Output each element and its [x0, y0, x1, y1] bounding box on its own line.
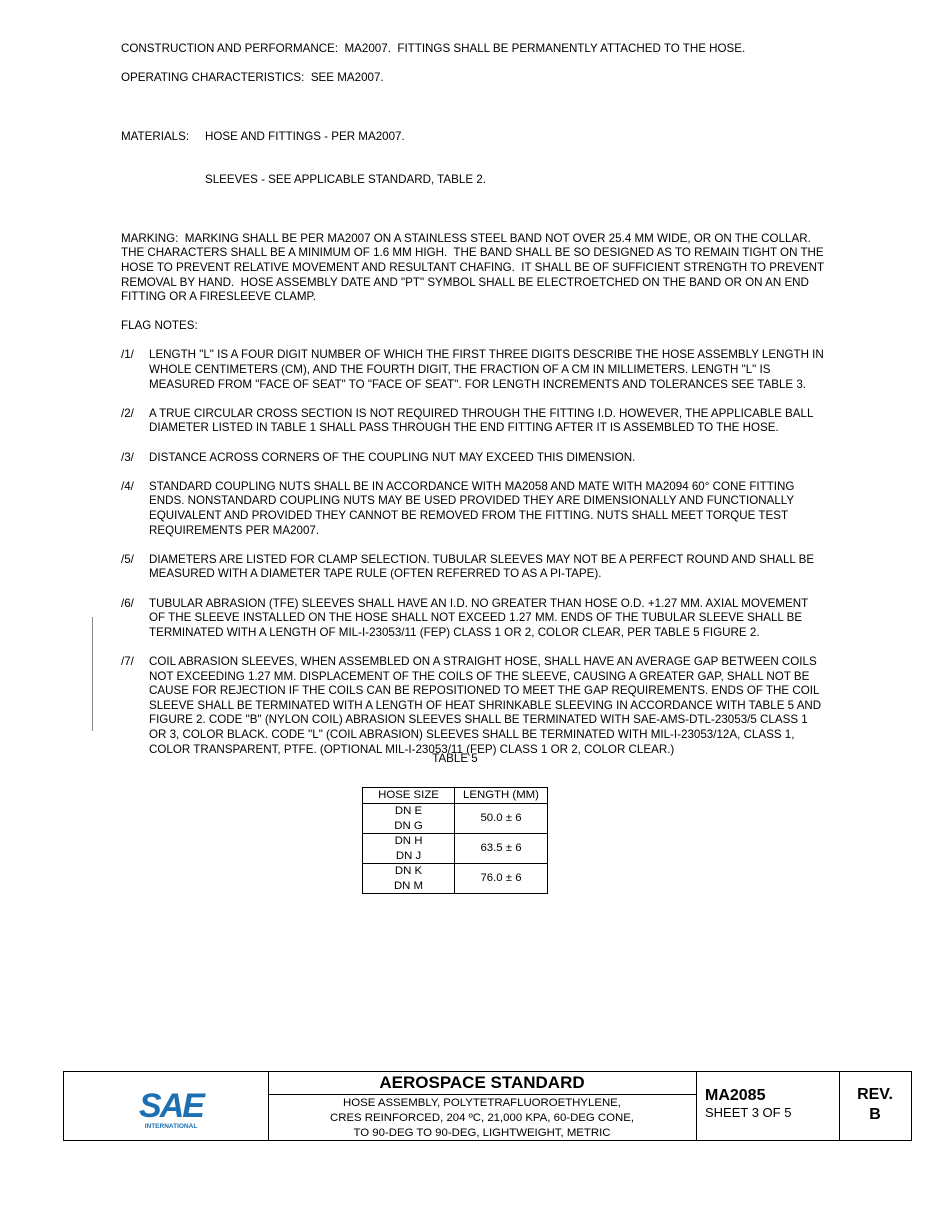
document-number: MA2085 [705, 1087, 766, 1104]
table-row [363, 804, 548, 834]
hose-size: DN G [394, 819, 423, 832]
flag-note-number: /2/ [121, 406, 134, 420]
standard-title: AEROSPACE STANDARD [268, 1072, 696, 1095]
flag-note-text: DISTANCE ACROSS CORNERS OF THE COUPLING NUT MAY EXCEED THIS DIMENSION. [149, 450, 636, 464]
revision-label: REV. [857, 1086, 893, 1103]
title-block [63, 1071, 912, 1141]
document-number-cell [696, 1072, 840, 1140]
hose-size: DN K [394, 865, 423, 877]
hose-size: DN E [394, 805, 423, 817]
table-row [363, 834, 548, 864]
hose-size-cell [363, 834, 455, 864]
length-cell: 50.0 ± 6 [455, 804, 548, 834]
flag-note-number: /1/ [121, 348, 134, 362]
table-5 [362, 787, 548, 894]
materials-line-1: HOSE AND FITTINGS - PER MA2007. [205, 129, 405, 143]
hose-size-cell [363, 864, 455, 894]
flag-note-text: A TRUE CIRCULAR CROSS SECTION IS NOT REQUIRED THROUGH THE FITTING I.D. HOWEVER, THE APPLICABLE BALL DIAMETER LISTED IN TABLE 1 SHALL PASS THROUGH THE END FITTING AFTER IT IS ASSEMBLED TO THE HOSE. [149, 406, 813, 435]
logo-cell [64, 1072, 269, 1140]
flag-note-number: /7/ [121, 654, 134, 668]
flag-note-text: STANDARD COUPLING NUTS SHALL BE IN ACCORDANCE WITH MA2058 AND MATE WITH MA2094 60° CONE FITTING ENDS. NONSTANDARD COUPLING NUTS MAY BE USED PROVIDED THEY ARE DIMENSIONALLY AND FUNCTIONALLY EQUIVALENT AND PROVIDED THEY CANNOT BE REMOVED FROM THE FITTING. NUTS SHALL MEET TORQUE TEST REQUIREMENTS PER MA2007. [149, 479, 795, 537]
materials-block [121, 100, 826, 217]
flag-note-text: COIL ABRASION SLEEVES, WHEN ASSEMBLED ON A STRAIGHT HOSE, SHALL HAVE AN AVERAGE GAP BETWEEN COILS NOT EXCEEDING 1.27 MM. DISPLACEMENT OF THE COILS OF THE SLEEVE, CAUSING A GREATER GAP, SHALL NOT BE CAUSE FOR REJECTION IF THE COILS CAN BE REPOSITIONED TO MEET THE GAP REQUIREMENTS. ENDS OF THE COIL SLEEVE SHALL BE TERMINATED WITH A LENGTH OF HEAT SHRINKABLE SLEEVING IN ACCORDANCE WITH TABLE 5 AND FIGURE 2. CODE "B" (NYLON COIL) ABRASION SLEEVES SHALL BE TERMINATED WITH SAE-AMS-DTL-23053/5 CLASS 1 OR 3, COLOR BLACK. CODE "L" (COIL ABRASION) SLEEVES SHALL BE TERMINATED WITH MIL-I-23053/12A, CLASS 1, COLOR TRANSPARENT, PTFE. (OPTIONAL MIL-I-23053/11 (FEP) CLASS 1 OR 2, COLOR CLEAR.) [149, 654, 822, 756]
flag-note-number: /4/ [121, 479, 134, 493]
hose-size-cell [363, 804, 455, 834]
hose-size: DN J [395, 849, 422, 862]
flag-note-number: /3/ [121, 450, 134, 464]
document-body [121, 42, 826, 772]
length-cell: 76.0 ± 6 [455, 864, 548, 894]
flag-note-5 [121, 553, 826, 582]
title-cell [268, 1072, 696, 1140]
hose-size: DN H [394, 835, 423, 847]
sae-logo [134, 1084, 208, 1130]
column-header-hose-size: HOSE SIZE [363, 788, 455, 804]
length-cell: 63.5 ± 6 [455, 834, 548, 864]
operating-paragraph: OPERATING CHARACTERISTICS: SEE MA2007. [121, 71, 384, 85]
column-header-length: LENGTH (MM) [455, 788, 548, 804]
flag-note-number: /5/ [121, 552, 134, 566]
table-header-row [363, 788, 548, 804]
flag-note-7 [121, 655, 826, 757]
subtitle-line-1: HOSE ASSEMBLY, POLYTETRAFLUOROETHYLENE, [343, 1097, 621, 1109]
materials-line-2: SLEEVES - SEE APPLICABLE STANDARD, TABLE 2. [205, 173, 486, 187]
revision-change-bar [92, 617, 93, 731]
hose-size: DN M [393, 879, 424, 892]
flag-note-number: /6/ [121, 596, 134, 610]
flag-note-text: LENGTH "L" IS A FOUR DIGIT NUMBER OF WHICH THE FIRST THREE DIGITS DESCRIBE THE HOSE ASSEMBLY LENGTH IN WHOLE CENTIMETERS (CM), AND THE FOURTH DIGIT, THE FRACTION OF A CM IN MILLIMETERS. LENGTH "L" IS MEASURED FROM "FACE OF SEAT" TO "FACE OF SEAT". FOR LENGTH INCREMENTS AND TOLERANCES SEE TABLE 3. [149, 348, 824, 391]
flag-notes-heading: FLAG NOTES: [121, 319, 198, 333]
sae-logo-text: SAE [139, 1087, 203, 1125]
sae-logo-subtext: INTERNATIONAL [144, 1123, 198, 1130]
construction-paragraph: CONSTRUCTION AND PERFORMANCE: MA2007. FITTINGS SHALL BE PERMANENTLY ATTACHED TO THE HOSE. [121, 42, 746, 55]
subtitle-line-3: TO 90-DEG TO 90-DEG, LIGHTWEIGHT, METRIC [353, 1127, 611, 1139]
flag-note-3 [121, 451, 826, 466]
sae-logo-graphic [134, 1084, 208, 1130]
table-row [363, 864, 548, 894]
flag-note-6 [121, 597, 826, 641]
marking-paragraph: MARKING: MARKING SHALL BE PER MA2007 ON A STAINLESS STEEL BAND NOT OVER 25.4 MM WIDE, OR ON THE COLLAR. THE CHARACTERS SHALL BE A MINIMUM OF 1.6 MM HIGH. THE BAND SHALL BE SO DESIGNED AS TO REMAIN TIGHT ON THE HOSE TO PREVENT RELATIVE MOVEMENT AND RESULTANT CHAFING. IT SHALL BE OF SUFFICIENT STRENGTH TO PREVENT REMOVAL BY HAND. HOSE ASSEMBLY DATE AND "PT" SYMBOL SHALL BE ELECTROETCHED ON THE BAND OR ON AN END FITTING OR A FIRESLEEVE CLAMP. [121, 231, 828, 304]
table-5-title: TABLE 5 [432, 752, 478, 765]
standard-subtitle [268, 1095, 696, 1141]
sheet-number: SHEET 3 OF 5 [705, 1105, 792, 1120]
flag-note-2 [121, 407, 826, 436]
flag-note-text: DIAMETERS ARE LISTED FOR CLAMP SELECTION. TUBULAR SLEEVES MAY NOT BE A PERFECT ROUND AND SHALL BE MEASURED WITH A DIAMETER TAPE RULE (OFTEN REFERRED TO AS A PI-TAPE). [149, 552, 815, 581]
materials-label: MATERIALS: [121, 129, 190, 143]
flag-note-text: TUBULAR ABRASION (TFE) SLEEVES SHALL HAVE AN I.D. NO GREATER THAN HOSE O.D. +1.27 MM. AXIAL MOVEMENT OF THE SLEEVE INSTALLED ON THE HOSE SHALL NOT EXCEED 1.27 MM. ENDS OF THE TUBULAR SLEEVE SHALL BE TERMINATED WITH A LENGTH OF MIL-I-23053/11 (FEP) CLASS 1 OR 2, COLOR CLEAR, PER TABLE 5 FIGURE 2. [149, 596, 808, 639]
flag-note-1 [121, 348, 826, 392]
subtitle-line-2: CRES REINFORCED, 204 ºC, 21,000 KPA, 60-DEG CONE, [330, 1112, 634, 1124]
revision-value: B [869, 1106, 881, 1123]
flag-note-4 [121, 480, 826, 538]
revision-cell [839, 1072, 911, 1140]
